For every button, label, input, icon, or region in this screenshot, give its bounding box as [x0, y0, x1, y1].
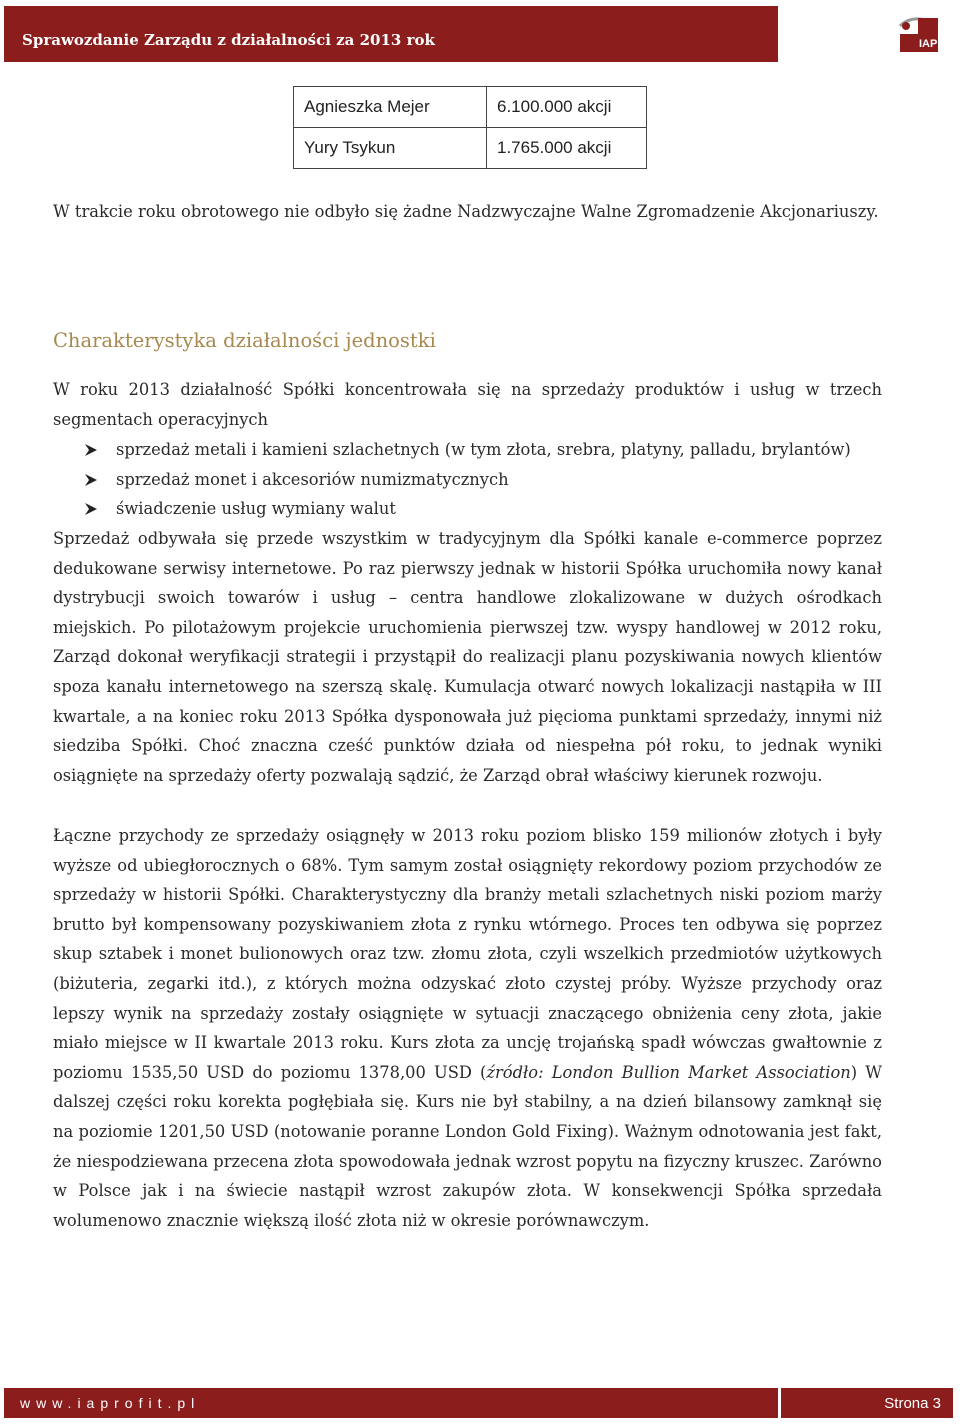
shareholder-name: Agnieszka Mejer — [294, 87, 487, 128]
document-title: Sprawozdanie Zarządu z działalności za 2013 rok — [22, 31, 435, 49]
source-citation: źródło: London Bullion Market Association — [486, 1062, 851, 1082]
header-bar — [4, 6, 778, 62]
shareholders-table — [293, 86, 647, 169]
list-item-text: sprzedaż metali i kamieni szlachetnych (w tym złota, srebra, platyny, palladu, brylantów) — [116, 440, 851, 459]
section-lead: W roku 2013 działalność Spółki koncentrowała się na sprzedaży produktów i usług w trzech segmentach operacyjnych — [53, 380, 882, 429]
svg-text:IAP: IAP — [919, 38, 938, 50]
list-item-text: świadczenie usług wymiany walut — [116, 499, 396, 519]
table-row — [294, 87, 647, 128]
footer-url: www.iaprofit.pl — [20, 1395, 201, 1411]
list-item-text: sprzedaż monet i akcesoriów numizmatycznych — [116, 469, 509, 489]
arrow-bullet-icon — [84, 473, 98, 487]
arrow-bullet-icon — [84, 502, 98, 516]
footer-bar — [4, 1388, 778, 1418]
shareholder-name: Yury Tsykun — [294, 128, 487, 169]
list-item — [84, 465, 851, 495]
table-row — [294, 128, 647, 169]
shareholder-shares: 1.765.000 akcji — [487, 128, 647, 169]
page-number: Strona 3 — [884, 1395, 941, 1412]
segments-list — [84, 435, 851, 524]
iap-logo — [896, 14, 942, 56]
list-item — [84, 435, 851, 465]
paragraph-sales-channels: Sprzedaż odbywała się przede wszystkim w tradycyjnym dla Spółki kanale e-commerce poprzez dedukowane serwisy internetowe. Po raz pierwszy jednak w historii Spółka uruchomiła nowy kanał dystrybucji swoich towarów i usług – centra handlowe zlokalizowane w dużych ośrodkach miejskich. Po pilotażowym projekcie uruchomienia pierwszej tzw. wyspy handlowej w 2012 roku, Zarząd dokonał weryfikacji strategii i przystąpił do realizacji planu pozyskiwania nowych klientów spoza kanału internetowego na szerszą skalę. Kumulacja otwarć nowych lokalizacji nastąpiła w III kwartale, a na koniec roku 2013 Spółka dysponowała już pięcioma punktami sprzedaży, innymi niż siedziba Spółki. Choć znaczna cześć punktów działa od niespełna pół roku, to jednak wyniki osiągnięte na sprzedaży oferty pozwalają sądzić, że Zarząd obrał właściwy kierunek rozwoju. — [53, 529, 882, 785]
footer-page-box — [781, 1388, 953, 1418]
list-item — [84, 494, 851, 524]
arrow-bullet-icon — [84, 443, 98, 457]
paragraph-revenue: Łączne przychody ze sprzedaży osiągnęły w 2013 roku poziom blisko 159 milionów złotych i były wyższe od ubiegłorocznych o 68%. Tym samym został osiągnięty rekordowy poziom przychodów ze sprzedaży w historii Spółki. Charakterystyczny dla branży metali szlachetnych niski poziom marży brutto był kompensowany pozyskiwaniem złota z rynku wtórnego. Proces ten odbywa się poprzez skup sztabek i monet bulionowych oraz tzw. złomu złota, czyli wszelkich przedmiotów użytkowych (biżuteria, zegarki itd.), z których można odzyskać złoto czystej próby. Wyższe przychody oraz lepszy wynik na sprzedaży zostały osiągnięte w sytuacji znaczącego obniżenia ceny złota, jakie miało miejsce w II kwartale 2013 roku. Kurs złota za uncję trojańską spadł wówczas gwałtownie z poziomu 1535,50 USD do poziomu 1378,00 USD (źródło: London Bullion Market Association) W dalszej części roku korekta pogłębiała się. Kurs nie był stabilny, a na dzień bilansowy zamknął się na poziomie 1201,50 USD (notowanie poranne London Gold Fixing). Ważnym odnotowania jest fakt, że niespodziewana przecena złota spowodowała jednak wzrost popytu na fizyczny kruszec. Zarówno w Polsce jak i na świecie nastąpił wzrost zakupów złota. W konsekwencji Spółka sprzedała wolumenowo znacznie większą ilość złota niż w okresie porównawczym. — [53, 826, 882, 1230]
section-heading: Charakterystyka działalności jednostki — [53, 329, 436, 352]
intro-paragraph: W trakcie roku obrotowego nie odbyło się żadne Nadzwyczajne Walne Zgromadzenie Akcjonariuszy. — [53, 202, 879, 221]
shareholder-shares: 6.100.000 akcji — [487, 87, 647, 128]
